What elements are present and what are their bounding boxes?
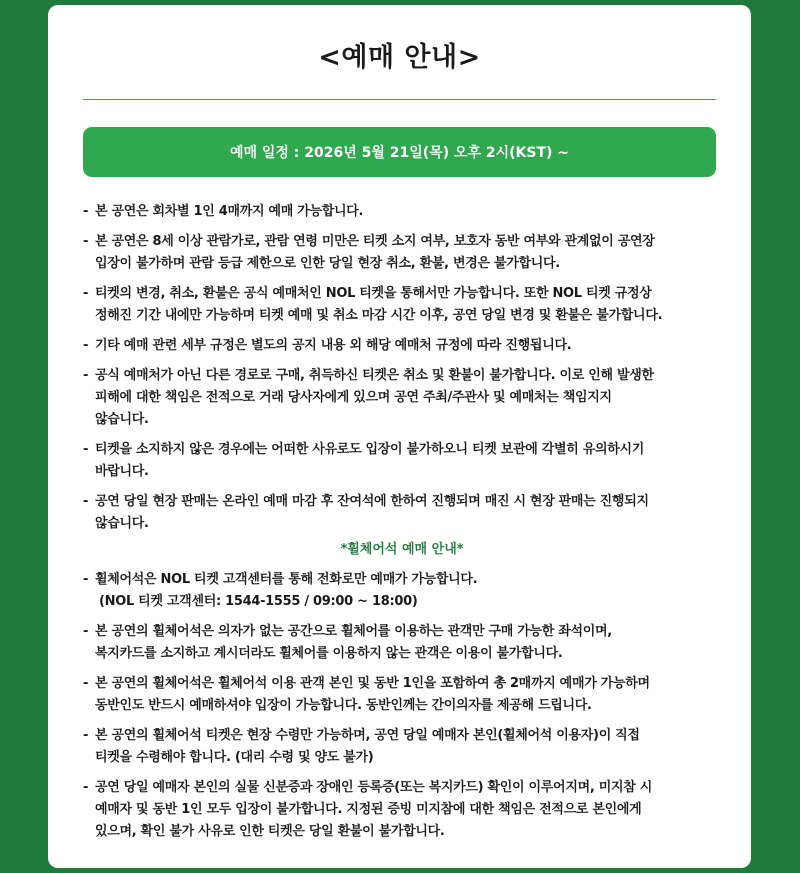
- title-divider: [83, 99, 716, 100]
- wheelchair-notice-item: - 본 공연의 휠체어석 티켓은 현장 수령만 가능하며, 공연 당일 예매자 본인(휠체어석 이용자)이 직접 티켓을 수령해야 합니다. (대리 수령 및 양도 불가): [83, 728, 640, 765]
- notice-item: - 본 공연은 회차별 1인 4매까지 예매 가능합니다.: [83, 204, 364, 219]
- wheelchair-notice-item: - 휠체어석은 NOL 티켓 고객센터를 통해 전화로만 예매가 가능합니다. (NOL 티켓 고객센터: 1544-1555 / 09:00 ~ 18:00): [83, 572, 478, 609]
- wheelchair-section-heading: *휠체어석 예매 안내*: [340, 542, 464, 557]
- notice-item: - 공연 당일 현장 판매는 온라인 예매 마감 후 잔여석에 한하여 진행되며 매진 시 현장 판매는 진행되지 않습니다.: [83, 494, 649, 531]
- wheelchair-notice-item: - 본 공연의 휠체어석은 의자가 없는 공간으로 휠체어를 이용하는 관객만 구매 가능한 좌석이며, 복지카드를 소지하고 계시더라도 휠체어를 이용하지 않는 관객은 이용이 불가합니다.: [83, 624, 612, 661]
- schedule-banner: 예매 일정 : 2026년 5월 21일(목) 오후 2시(KST) ~: [83, 127, 716, 177]
- notice-item: - 티켓을 소지하지 않은 경우에는 어떠한 사유로도 입장이 불가하오니 티켓 보관에 각별히 유의하시기 바랍니다.: [83, 442, 645, 479]
- notice-item: - 기타 예매 관련 세부 규정은 별도의 공지 내용 외 해당 예매처 규정에 따라 진행됩니다.: [83, 338, 572, 353]
- page-title: <예매 안내>: [318, 42, 481, 73]
- notice-card: [48, 5, 751, 868]
- wheelchair-notice-item: - 공연 당일 예매자 본인의 실물 신분증과 장애인 등록증(또는 복지카드) 확인이 이루어지며, 미지참 시 예매자 및 동반 1인 모두 입장이 불가합니다. 지정된 증빙 미지참에 대한 책임은 전적으로 본인에게 있으며, 확인 불가 사유로 인한 티켓은 당일 환불이 불가합니다.: [83, 780, 652, 839]
- notice-item: - 공식 예매처가 아닌 다른 경로로 구매, 취득하신 티켓은 취소 및 환불이 불가합니다. 이로 인해 발생한 피해에 대한 책임은 전적으로 거래 당사자에게 있으며 공연 주최/주관사 및 예매처는 책임지지 않습니다.: [83, 368, 654, 427]
- wheelchair-notice-item: - 본 공연의 휠체어석은 휠체어석 이용 관객 본인 및 동반 1인을 포함하여 총 2매까지 예매가 가능하며 동반인도 반드시 예매하셔야 입장이 가능합니다. 동반인께는 간이의자를 제공해 드립니다.: [83, 676, 650, 713]
- notice-item: - 본 공연은 8세 이상 관람가로, 관람 연령 미만은 티켓 소지 여부, 보호자 동반 여부와 관계없이 공연장 입장이 불가하며 관람 등급 제한으로 인한 당일 현장 취소, 환불, 변경은 불가합니다.: [83, 234, 655, 271]
- notice-list: [83, 201, 721, 851]
- notice-item: - 티켓의 변경, 취소, 환불은 공식 예매처인 NOL 티켓을 통해서만 가능합니다. 또한 NOL 티켓 규정상 정해진 기간 내에만 가능하며 티켓 예매 및 취소 마감 시간 이후, 공연 당일 변경 및 환불은 불가합니다.: [83, 286, 663, 323]
